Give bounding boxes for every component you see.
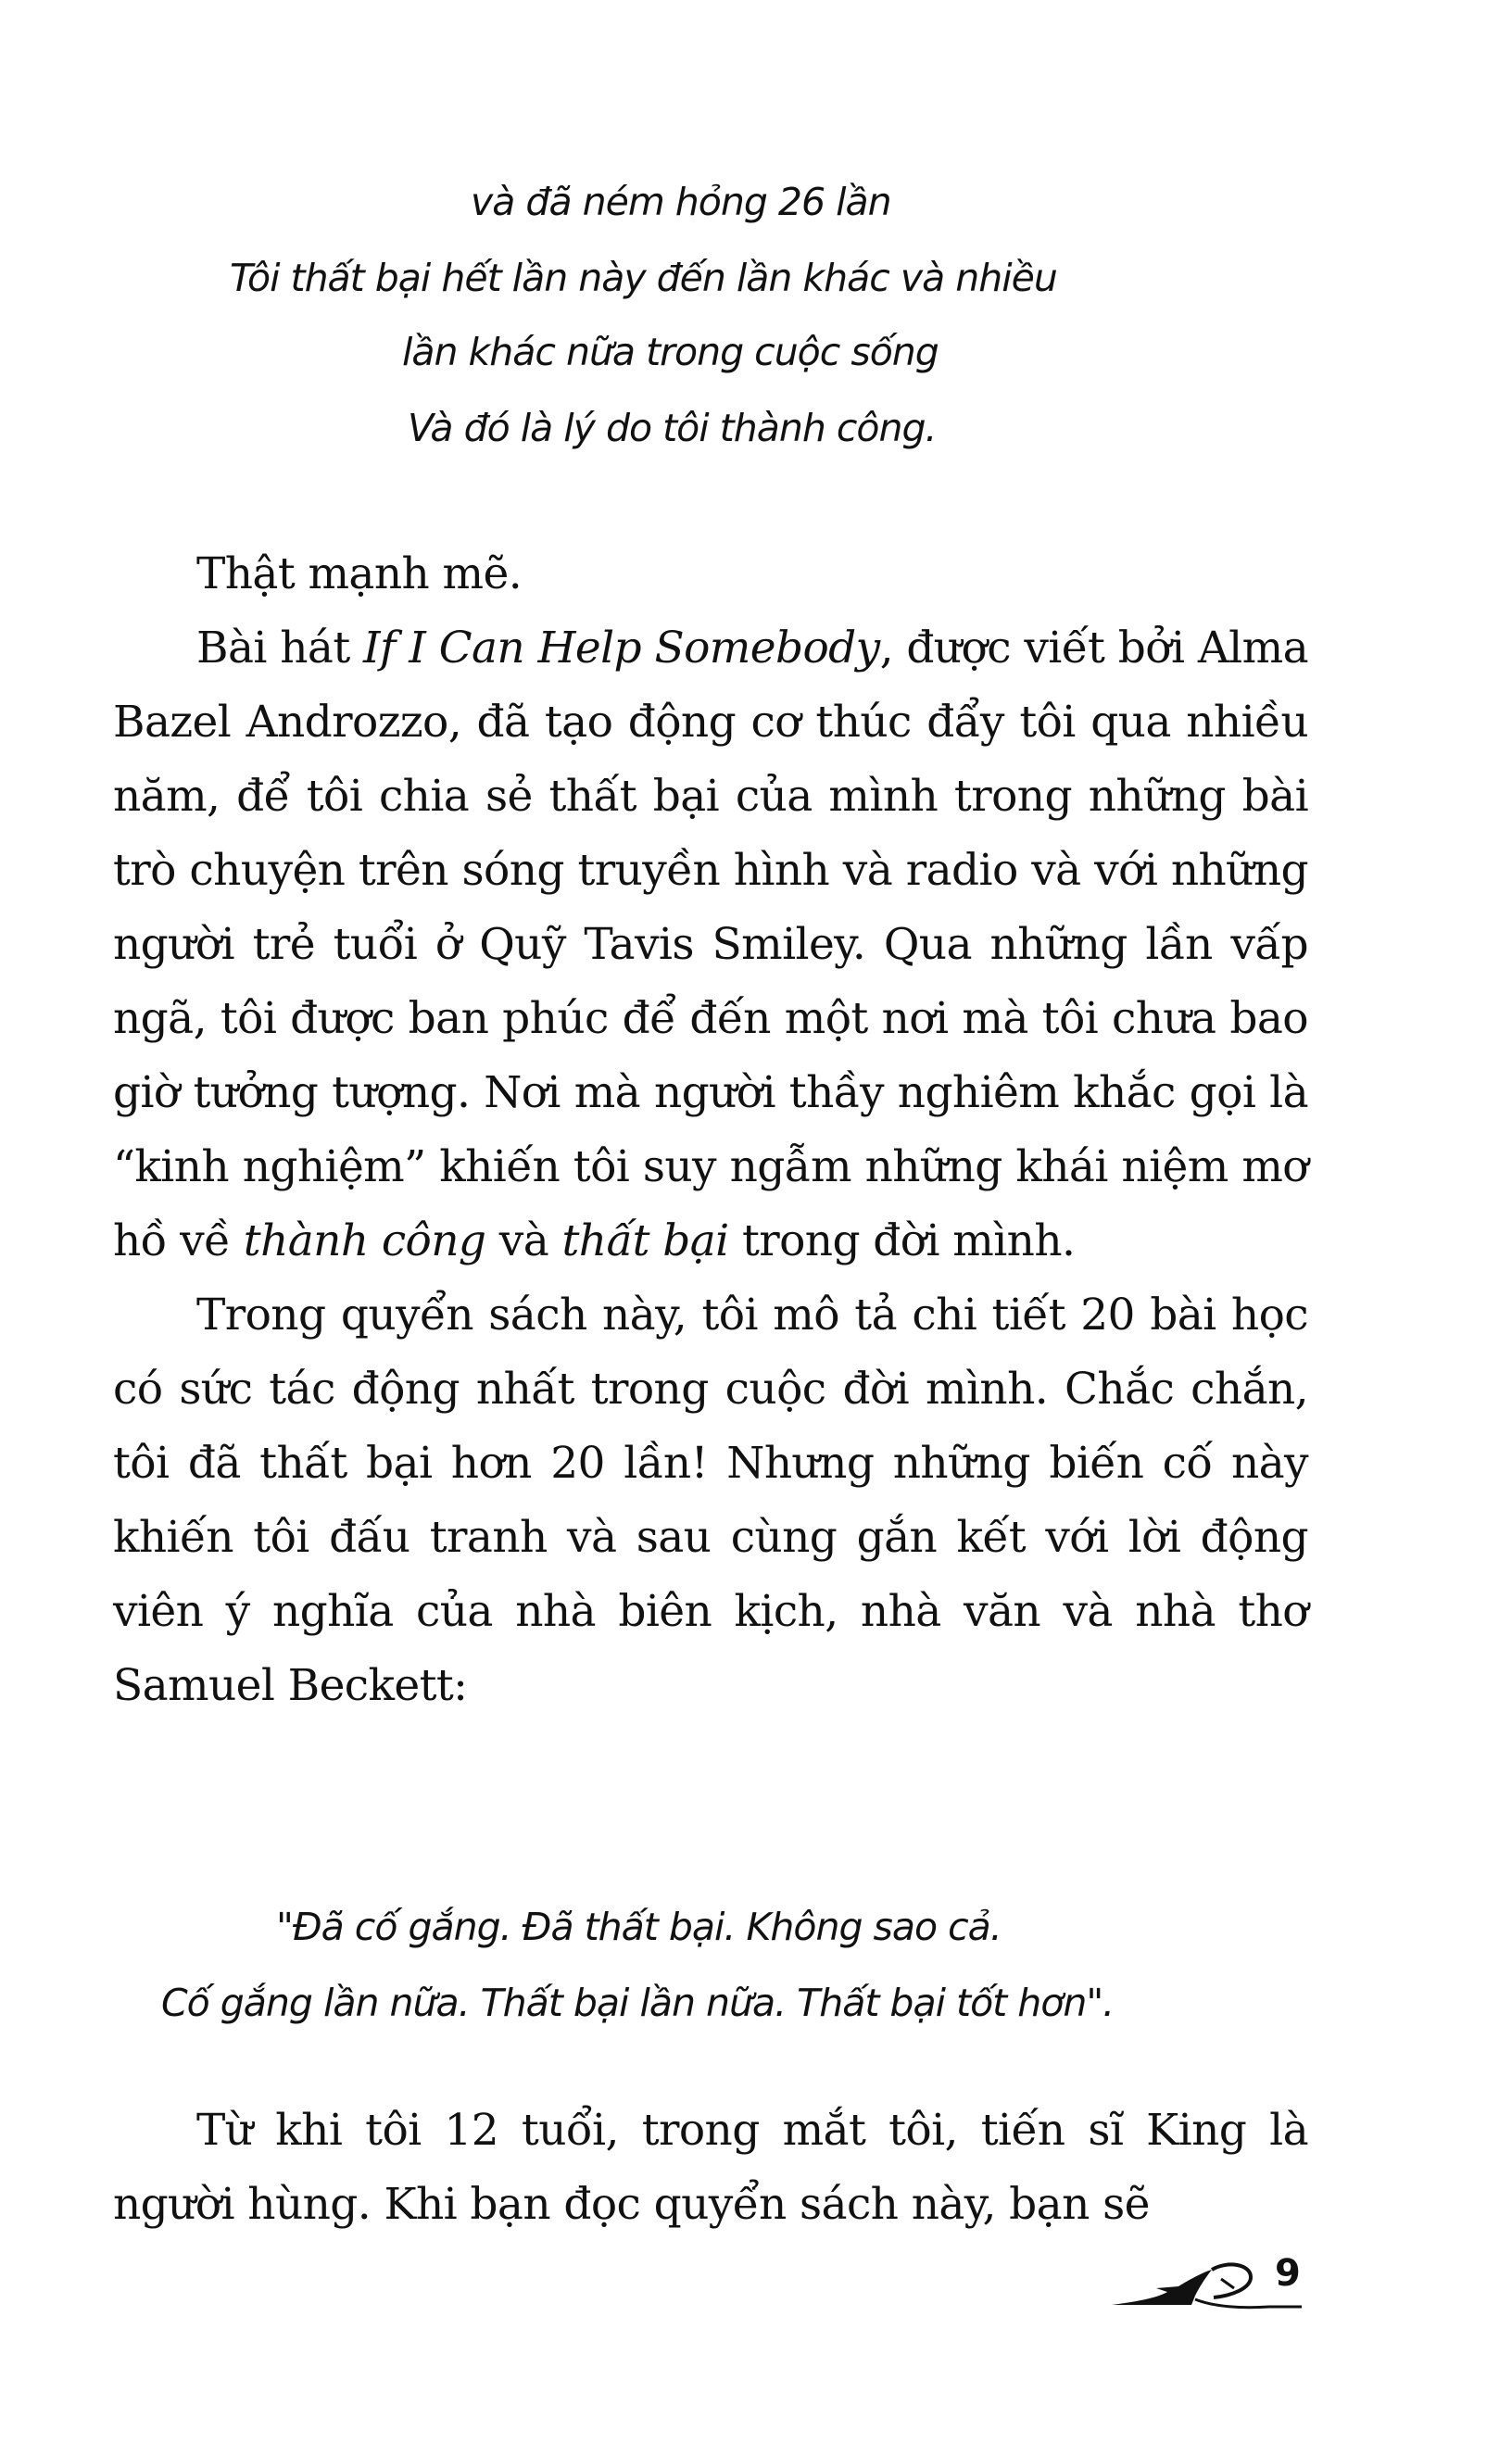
- body-text-block: [113, 537, 1308, 1723]
- paragraph-1: Thật mạnh mẽ.: [196, 548, 523, 599]
- song-title: If I Can Help Somebody: [363, 623, 880, 673]
- page-number: 9: [1275, 2252, 1301, 2295]
- poem-line-4: Và đó là lý do tôi thành công.: [408, 406, 937, 450]
- body-text-block-2: [113, 2094, 1308, 2242]
- emphasis-success: thành công: [243, 1215, 486, 1266]
- quote-line-1: "Đã cố gắng. Đã thất bại. Không sao cả.: [276, 1905, 1002, 1949]
- emphasis-failure: thất bại: [561, 1215, 729, 1266]
- poem-line-2: Tôi thất bại hết lần này đến lần khác và nhiều: [230, 256, 1057, 300]
- quote-line-2: Cố gắng lần nữa. Thất bại lần nữa. Thất bại tốt hơn".: [161, 1981, 1115, 2025]
- paragraph-4: Từ khi tôi 12 tuổi, trong mắt tôi, tiến sĩ King là người hùng. Khi bạn đọc quyển sách này, bạn sẽ: [113, 2105, 1308, 2230]
- paragraph-2: Bài hát If I Can Help Somebody, được viết bởi Alma Bazel Androzzo, đã tạo động cơ thúc đẩy tôi qua nhiều năm, để tôi chia sẻ thất bại của mình trong những bài trò chuyện trên sóng truyền hình và radio và với những người trẻ tuổi ở Quỹ Tavis Smiley. Qua những lần vấp ngã, tôi được ban phúc để đến một nơi mà tôi chưa bao giờ tưởng tượng. Nơi mà người thầy nghiêm khắc gọi là “kinh nghiệm” khiến tôi suy ngẫm những khái niệm mơ hồ về thành công và thất bại trong đời mình.: [113, 623, 1308, 1266]
- poem-line-1: và đã ném hỏng 26 lần: [471, 180, 891, 224]
- poem-line-3: lần khác nữa trong cuộc sống: [402, 330, 939, 374]
- paragraph-3: Trong quyển sách này, tôi mô tả chi tiết 20 bài học có sức tác động nhất trong cuộc đời mình. Chắc chắn, tôi đã thất bại hơn 20 lần! Nhưng những biến cố này khiến tôi đấu tranh và sau cùng gắn kết với lời động viên ý nghĩa của nhà biên kịch, nhà văn và nhà thơ Samuel Beckett:: [113, 1290, 1308, 1711]
